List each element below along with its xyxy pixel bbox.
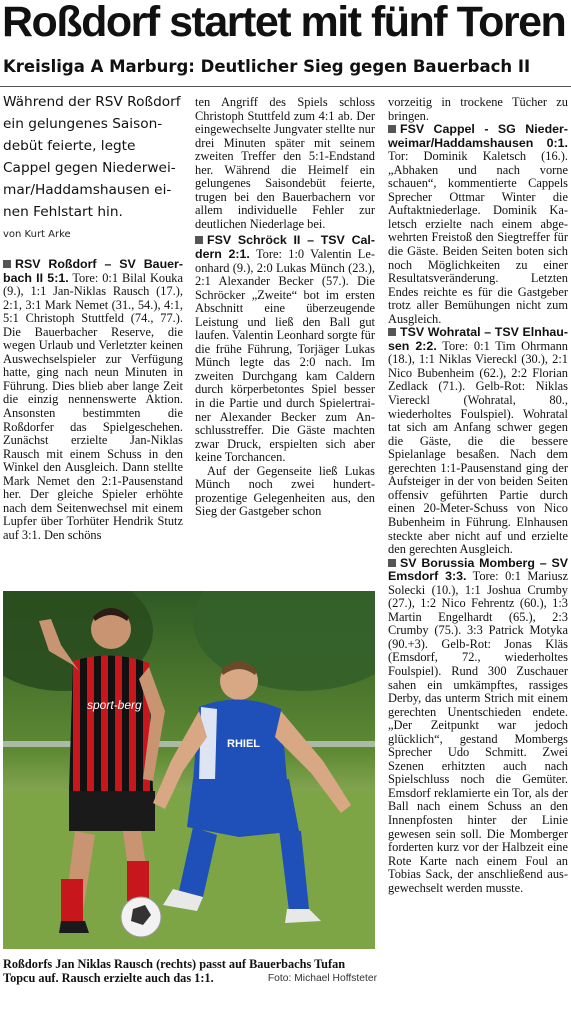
- shirt-sponsor-right: RHIEL: [227, 738, 260, 750]
- match-photo-illustration: [3, 591, 375, 949]
- match-report-text: ten Angriff des Spiels schloss Christoph Stuttfeld zum 4:1 ab. Der eingewechselte Jungvater stellte nur drei Minuten später mit seinem zweiten Treffer den 5:1-Endstand her. Während die Heimelf ein gelungenes Saisondebüt feierte, trugen bei den Bauerbachern vor allem individuelle Fehler zur deutlichen Niederlage bei.: [195, 95, 375, 231]
- divider-top: [0, 86, 571, 87]
- match-result-momberg-emsdorf: SV Borussia Momberg – SV Emsdorf 3:3.: [388, 555, 568, 584]
- match-report-text: vorzeitig in trockene Tücher zu bringen.: [388, 95, 568, 123]
- square-bullet-icon: [195, 236, 203, 244]
- author-line: von Kurt Arke: [3, 229, 71, 240]
- match-result-schröck-caldern: FSV Schröck II – TSV Caldern 2:1.: [195, 233, 375, 262]
- match-result-wohratal-elnhausen: TSV Wohratal – TSV Elnhausen 2:2.: [388, 325, 568, 353]
- photo-credit: Foto: Michael Hoffsteter: [267, 973, 377, 984]
- match-report-text: Auf der Gegenseite ließ Lukas Münch noch zwei hundertprozentige Gelegenheiten aus, den Sieg der Gastgeber schon: [195, 463, 375, 519]
- match-report-text: Tore: 0:1 Mariusz Solecki (10.), 1:1 Joshua Crumby (27.), 1:2 Nico Fehrentz (60.), 1:3 Martin Engelhardt (65.), 2:3 Crumby (75.). 3:3 Patrick Motyka (90.+3). Gelb-Rot: Jonas Kläs (Emsdorf, 72., wiederholtes Foulspiel). Rund 300 Zuschauer sahen ein umkämpftes, rassiges Derby, das unterm Strich mit einem gerechten Unentschieden endete. „Der Zeitpunkt war jedoch glücklich“, gestand Mombergs Sprecher Udo Schmitt. Zwei Szenen erhitzten auch nach Spielschluss noch die Gemüter. Emsdorf reklamierte ein Tor, als der Ball nach einem Schuss an den Innenpfosten hinter der Linie gewesen sein soll. Die Momberger forderten kurz vor der Halbzeit eine Rote Karte nach einem Foul an Tobias Sack, der anschließend ausgewechselt werden musste.: [388, 569, 568, 895]
- match-report-text: Tor: Dominik Kaletsch (16.). „Abhaken und nach vorne schauen“, kommentierte Cappels Sprecher Ottmar Winter die Auftaktniederlage. Dominik Kaletsch erzielte nach einem abgewehrten Freistoß den Siegtreffer für die Gäste. Beiden Seiten boten sich noch Möglichkeiten zu einer Resultatsveränderung. Letzten Endes reichte es für die Gastgeber trotz aller Bemühungen nicht zum Ausgleich.: [388, 149, 568, 326]
- match-report-text: Tore: 0:1 Bilal Kouka (9.), 1:1 Jan-Niklas Rausch (17.), 2:1, 3:1 Mark Nemet (31., 54.), 4:1, 5:1 Christoph Stuttfeld (74., 77.). Die Bauerbacher Reserve, die wegen Urlaub und Verletzter keinen Auswechselspieler zur Verfügung hatte, ging nach neun Minuten in Führung. Dies blieb aber lange Zeit die einzig nennenswerte Aktion. Ansonsten bestimmten die Roßdorfer das Spielgeschehen. Zunächst erzielte Jan-Niklas Rausch mit einem Schuss in den Winkel den Ausgleich. Dann stellte Mark Nemet den 2:1-Pausenstand her. Der gleiche Spieler erhöhte nach dem Seitenwechsel mit einem Lupfer über Torhüter Hendrik Stutz auf 3:1. Den schöns: [3, 270, 184, 542]
- caption-text: Roßdorfs Jan Niklas Rausch (rechts) passt auf Bauerbachs Tufan Topcu auf. Rausch erzielte auch das 1:1.: [3, 957, 346, 985]
- match-result-cappel-niederweimar: FSV Cappel - SG Niederweimar/Haddamshausen 0:1.: [388, 122, 568, 150]
- square-bullet-icon: [388, 125, 396, 133]
- shirt-sponsor-left: sport-berg: [87, 698, 142, 712]
- match-report-text: Tore: 1:0 Valentin Leonhard (9.), 2:0 Lukas Münch (23.), 2:1 Alexander Becker (57.). Die Schröcker „Zweite“ bot im ersten Abschnitt eine überzeugende Leistung und ließ den Ball gut laufen. Valentin Leonhard sorgte für die frühe Führung, Torjäger Lukas Münch legte das 2:0 nach. Im zweiten Durchgang kam Caldern durch körperbetontes Spiel besser in die Partie und durch Spielertrainer Alexander Becker zum Anschlusstreffer. Die Gäste machten zwar Druck, erspielten sich aber keine Torchancen.: [195, 247, 375, 465]
- article-intro: Während der RSV Roßdorf ein gelungenes Saisondebüt feierte, legte Cappel gegen Niederweimar/Haddamshausen einen Fehlstart hin.: [3, 94, 181, 220]
- subheadline: Kreisliga A Marburg: Deutlicher Sieg gegen Bauerbach II: [3, 57, 531, 76]
- text-column-1: [3, 258, 183, 542]
- match-report-text: Tore: 0:1 Tim Ohrmann (18.), 1:1 Niklas Viereckl (30.), 2:1 Nico Bubenheim (62.), 2:2 Florian Zedlack (71.). Gelb-Rot: Niklas Viereckl (Wohratal, 80., wiederholtes Foulspiel). Wohratal tat sich am Anfang schwer gegen die Gäste, die die bessere Spielanlage besaßen. Nach dem gerechten 1:1-Pausenstand ging der Aufsteiger in der von beiden Seiten offensiv geführten Partie durch einen 20-Meter-Schuss von Nico Bubenheim in Führung. Elnhausen steckte aber nicht auf und erzielte den gerechten Ausgleich.: [388, 338, 568, 557]
- square-bullet-icon: [3, 260, 11, 268]
- headline: Roßdorf startet mit fünf Toren: [2, 0, 566, 46]
- match-photo: [3, 591, 375, 949]
- text-column-2: [195, 96, 375, 519]
- square-bullet-icon: [388, 328, 396, 336]
- photo-caption: [3, 957, 377, 986]
- square-bullet-icon: [388, 559, 396, 567]
- football: [121, 897, 161, 937]
- text-column-3: [388, 96, 568, 895]
- match-result-roßdorf-bauerbach: RSV Roßdorf – SV Bauerbach II 5:1.: [3, 257, 183, 285]
